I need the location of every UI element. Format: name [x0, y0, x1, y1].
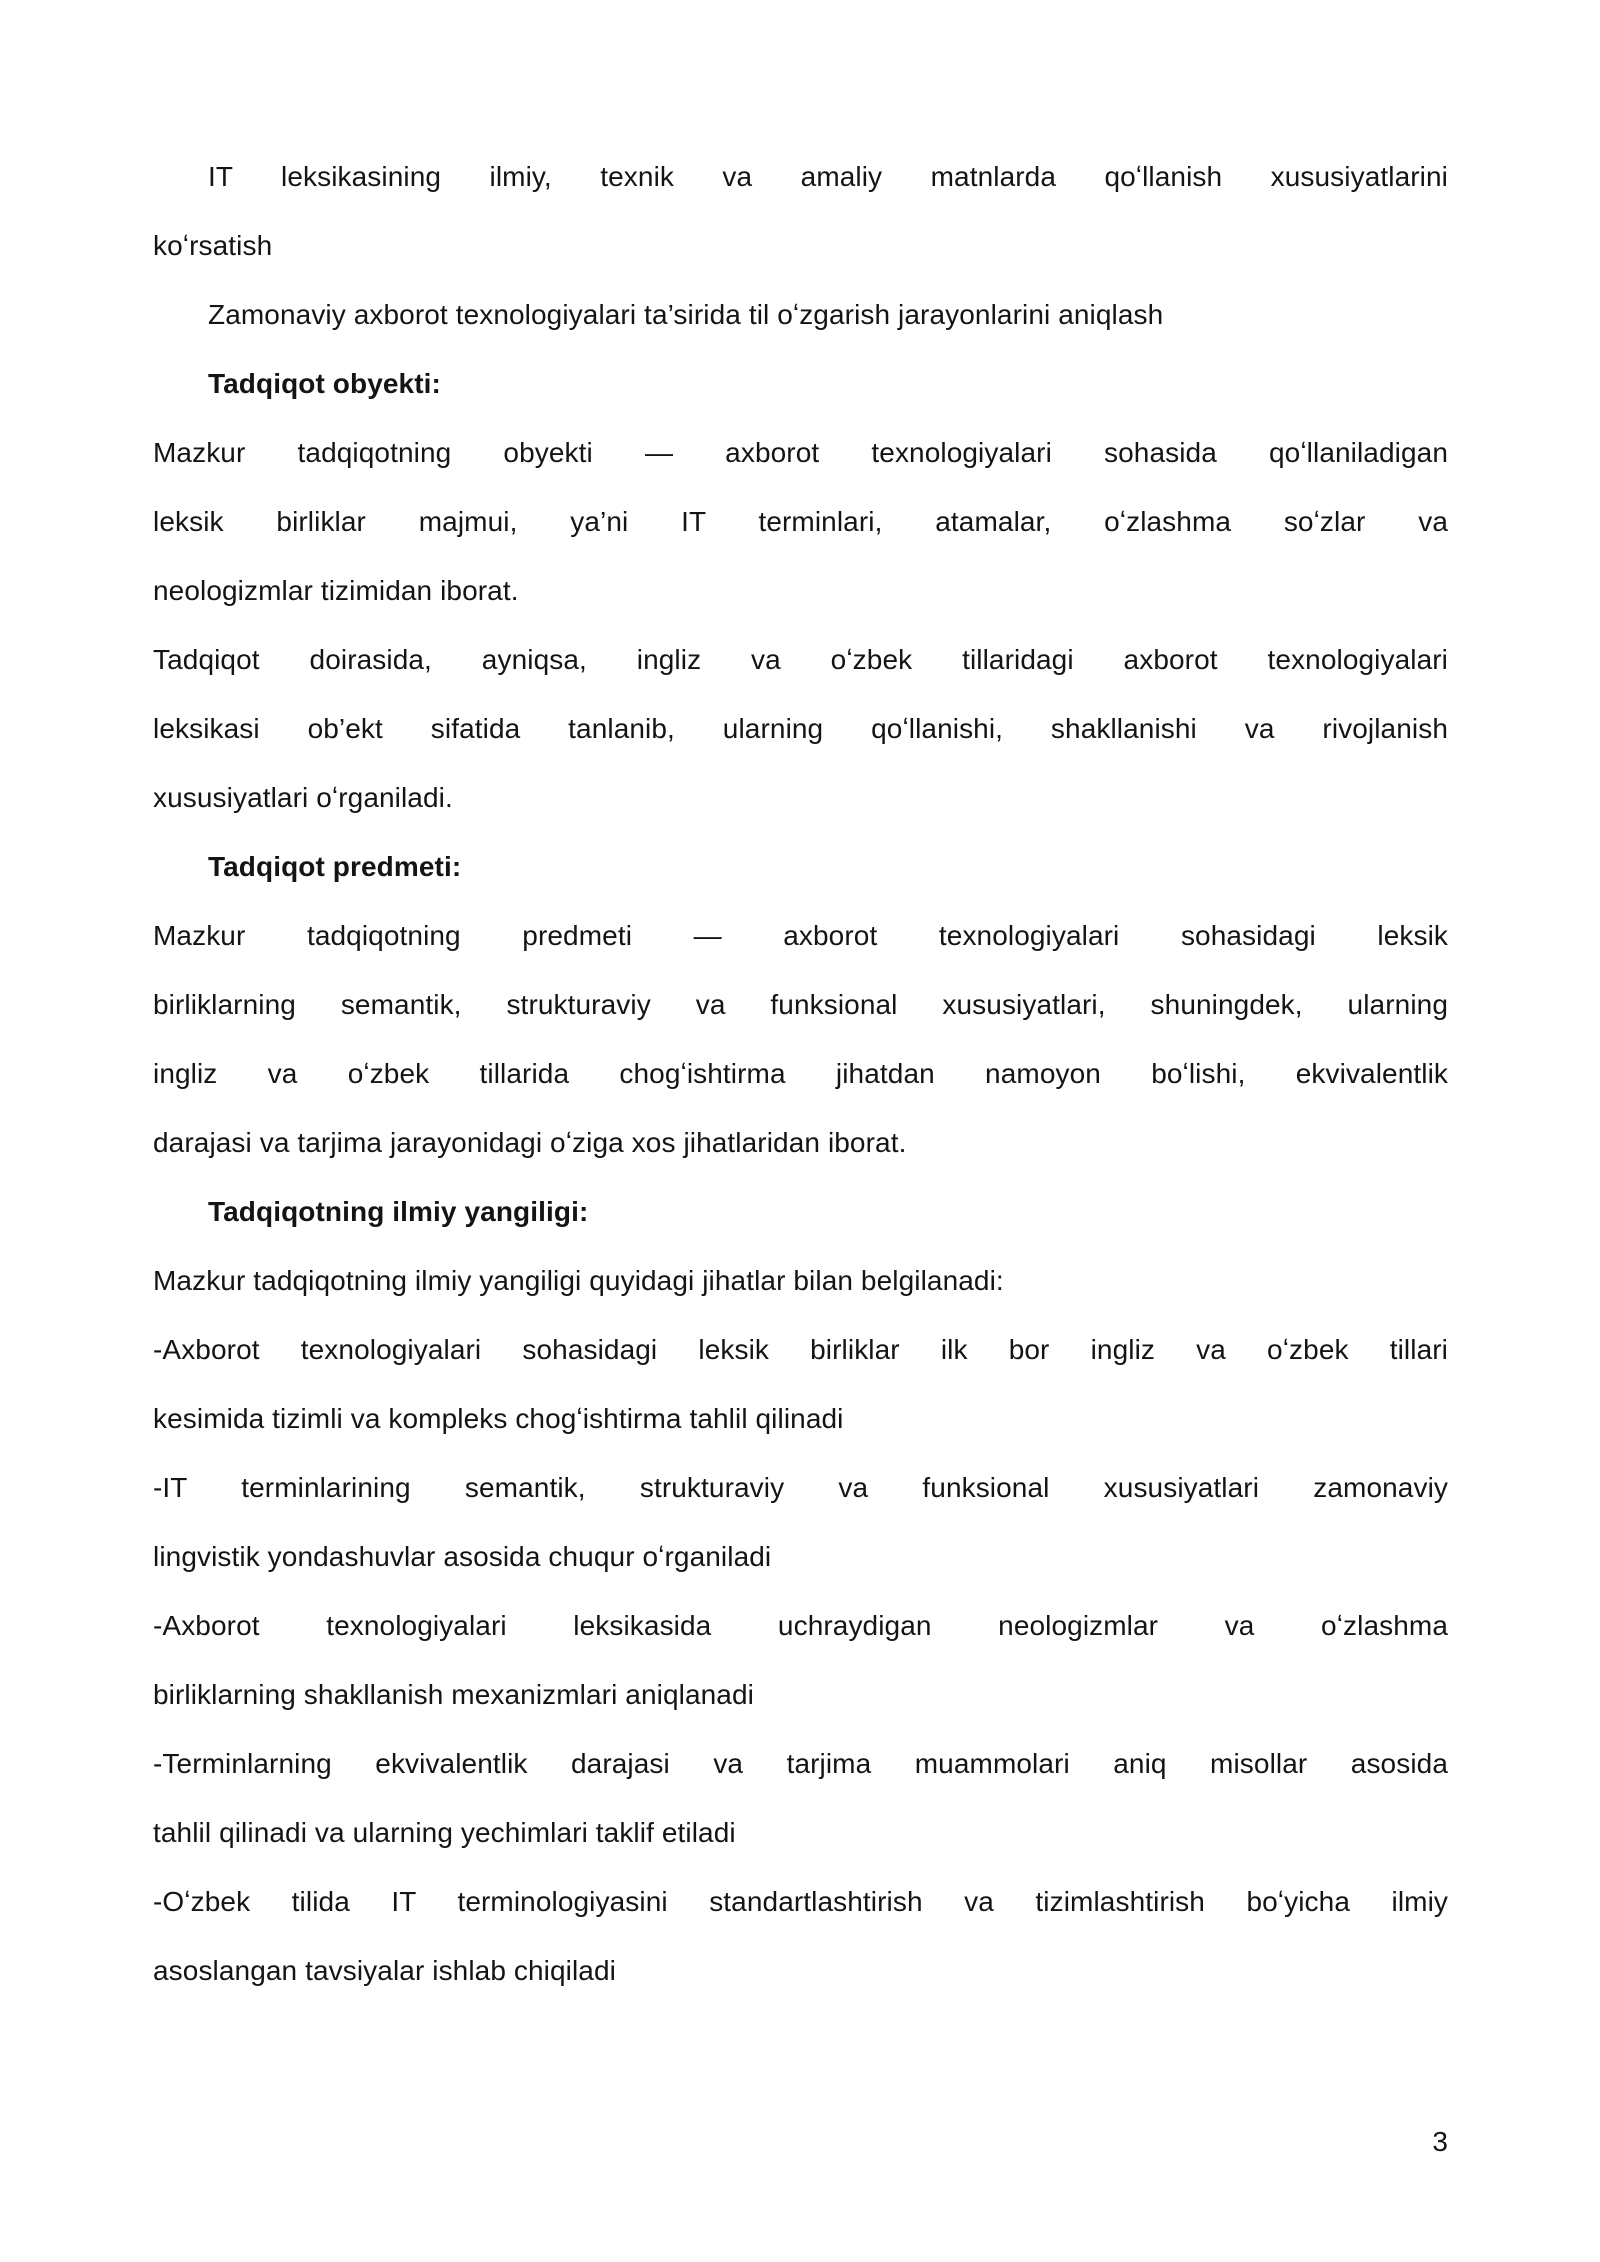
text-line: tahlil qilinadi va ularning yechimlari taklif etiladi [153, 1817, 736, 1848]
text-line: koʻrsatish [153, 230, 273, 261]
text-line: -Axborot texnologiyalari leksikasida uchraydigan neologizmlar va oʻzlashma [153, 1610, 1448, 1641]
paragraph [153, 418, 1448, 625]
text-line: birliklarning shakllanish mexanizmlari aniqlanadi [153, 1679, 754, 1710]
text-line: leksik birliklar majmui, ya’ni IT terminlari, atamalar, oʻzlashma soʻzlar va [153, 506, 1448, 537]
paragraph [153, 1246, 1448, 1315]
section-heading [153, 832, 1448, 901]
text-line: -Terminlarning ekvivalentlik darajasi va tarjima muammolari aniq misollar asosida [153, 1748, 1448, 1779]
text-line: birliklarning semantik, strukturaviy va funksional xususiyatlari, shuningdek, ularning [153, 989, 1448, 1020]
text-line: Tadqiqot doirasida, ayniqsa, ingliz va oʻzbek tillaridagi axborot texnologiyalari [153, 644, 1448, 675]
text-line: IT leksikasining ilmiy, texnik va amaliy matnlarda qoʻllanish xususiyatlarini [208, 161, 1448, 192]
paragraph [153, 1453, 1448, 1591]
text-line: Tadqiqotning ilmiy yangiligi: [208, 1196, 589, 1227]
text-line: xususiyatlari oʻrganiladi. [153, 782, 453, 813]
text-line: Mazkur tadqiqotning obyekti — axborot texnologiyalari sohasida qoʻllaniladigan [153, 437, 1448, 468]
text-line: ingliz va oʻzbek tillarida chogʻishtirma jihatdan namoyon boʻlishi, ekvivalentlik [153, 1058, 1448, 1089]
page-number: 3 [1432, 2126, 1448, 2157]
text-line: -Oʻzbek tilida IT terminologiyasini standartlashtirish va tizimlashtirish boʻyicha ilmiy [153, 1886, 1448, 1917]
text-line: Tadqiqot obyekti: [208, 368, 441, 399]
paragraph [153, 901, 1448, 1177]
text-line: Mazkur tadqiqotning ilmiy yangiligi quyidagi jihatlar bilan belgilanadi: [153, 1265, 1004, 1296]
text-line: asoslangan tavsiyalar ishlab chiqiladi [153, 1955, 616, 1986]
paragraph [153, 625, 1448, 832]
text-line: kesimida tizimli va kompleks chogʻishtirma tahlil qilinadi [153, 1403, 844, 1434]
section-heading [153, 349, 1448, 418]
paragraph [153, 142, 1448, 280]
text-line: -IT terminlarining semantik, strukturaviy va funksional xususiyatlari zamonaviy [153, 1472, 1448, 1503]
text-line: leksikasi ob’ekt sifatida tanlanib, ularning qoʻllanishi, shakllanishi va rivojlanish [153, 713, 1448, 744]
text-line: Mazkur tadqiqotning predmeti — axborot texnologiyalari sohasidagi leksik [153, 920, 1448, 951]
paragraph [153, 1591, 1448, 1729]
paragraph [153, 280, 1448, 349]
section-heading [153, 1177, 1448, 1246]
text-line: Zamonaviy axborot texnologiyalari ta’sirida til oʻzgarish jarayonlarini aniqlash [208, 299, 1164, 330]
text-line: darajasi va tarjima jarayonidagi oʻziga xos jihatlaridan iborat. [153, 1127, 907, 1158]
text-line: neologizmlar tizimidan iborat. [153, 575, 519, 606]
paragraph [153, 1315, 1448, 1453]
text-line: -Axborot texnologiyalari sohasidagi leksik birliklar ilk bor ingliz va oʻzbek tillari [153, 1334, 1448, 1365]
text-line: Tadqiqot predmeti: [208, 851, 462, 882]
paragraph [153, 1729, 1448, 1867]
paragraph [153, 1867, 1448, 2005]
document-body [153, 142, 1448, 2005]
text-line: lingvistik yondashuvlar asosida chuqur oʻrganiladi [153, 1541, 772, 1572]
